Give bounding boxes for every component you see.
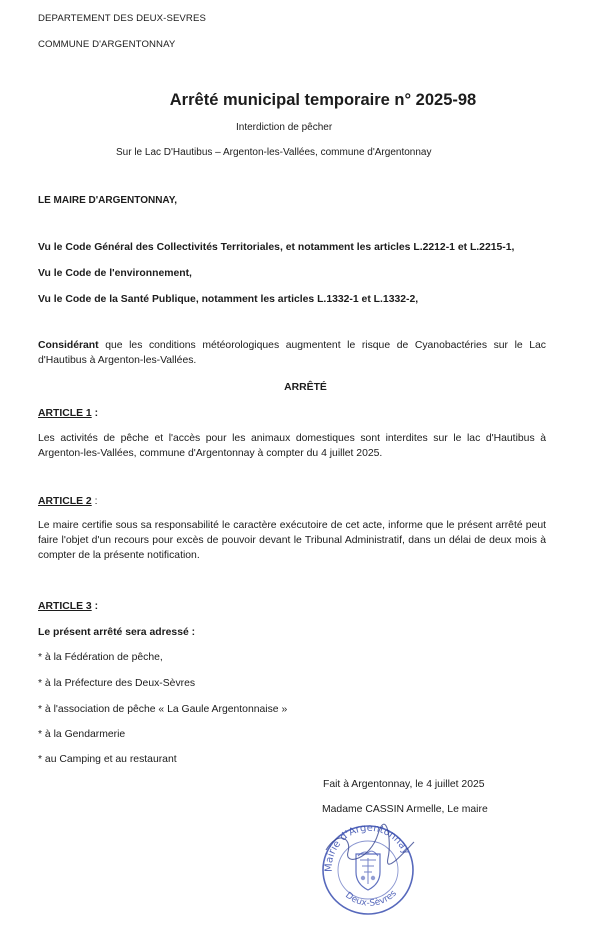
arrete-label: ARRÊTÉ (284, 382, 327, 393)
arrete-heading (0, 380, 611, 395)
article2-label: ARTICLE 2 (38, 496, 92, 507)
article1-colon: : (91, 408, 99, 419)
considerant-paragraph (38, 338, 546, 368)
recipient-item: * à la Préfecture des Deux-Sèvres (38, 678, 196, 689)
article3-label: ARTICLE 3 (38, 601, 92, 612)
recipient-item: * à la Fédération de pêche, (38, 652, 163, 663)
vu-line-2: Vu le Code de l'environnement, (38, 268, 192, 279)
subtitle-location: Sur le Lac D'Hautibus – Argenton-les-Vallées, commune d'Argentonnay (116, 147, 432, 158)
department-header: DEPARTEMENT DES DEUX-SEVRES (38, 13, 206, 24)
vu-line-1: Vu le Code Général des Collectivités Territoriales, et notamment les articles L.2212-1 et L.2215-1, (38, 242, 515, 253)
recipient-item: * à la Gendarmerie (38, 729, 126, 740)
article1-label: ARTICLE 1 (38, 408, 92, 419)
signature-name: Madame CASSIN Armelle, Le maire (322, 804, 488, 815)
document-title: Arrêté municipal temporaire n° 2025-98 (169, 91, 477, 109)
signature-place-date: Fait à Argentonnay, le 4 juillet 2025 (323, 779, 485, 790)
article1-heading (38, 406, 98, 421)
vu-line-3: Vu le Code de la Santé Publique, notamment les articles L.1332-1 et L.1332-2, (38, 294, 419, 305)
article3-heading (38, 599, 98, 614)
svg-text:Mairie d'Argentonnay: Mairie d'Argentonnay (323, 822, 412, 873)
maire-heading: LE MAIRE D'ARGENTONNAY, (38, 195, 178, 206)
considerant-keyword: Considérant (38, 340, 99, 351)
article2-heading (38, 494, 97, 509)
recipient-item: * à l'association de pêche « La Gaule Argentonnaise » (38, 704, 288, 715)
article2-colon: : (91, 496, 98, 507)
article3-intro: Le présent arrêté sera adressé : (38, 627, 196, 638)
mairie-stamp (318, 820, 418, 918)
recipient-item: * au Camping et au restaurant (38, 754, 177, 765)
subtitle-interdiction: Interdiction de pêcher (236, 122, 333, 133)
article3-colon: : (91, 601, 99, 612)
svg-text:Deux-Sèvres: Deux-Sèvres (343, 888, 399, 909)
commune-header: COMMUNE D'ARGENTONNAY (38, 39, 176, 50)
article2-text: Le maire certifie sous sa responsabilité le caractère exécutoire de cet acte, informe que le présent arrêté peut faire l'objet d'un recours pour excès de pouvoir devant le Tribunal Administratif, dans un délai de deux mois à compter de la présente notification. (38, 520, 546, 562)
article1-text: Les activités de pêche et l'accès pour les animaux domestiques sont interdites sur le lac d'Hautibus à Argenton-les-Vallées, commune d'Argentonnay à compter du 4 juillet 2025. (38, 433, 546, 460)
considerant-text: que les conditions météorologiques augmentent le risque de Cyanobactéries sur le Lac d'Hautibus à Argenton-les-Vallées. (38, 340, 546, 367)
